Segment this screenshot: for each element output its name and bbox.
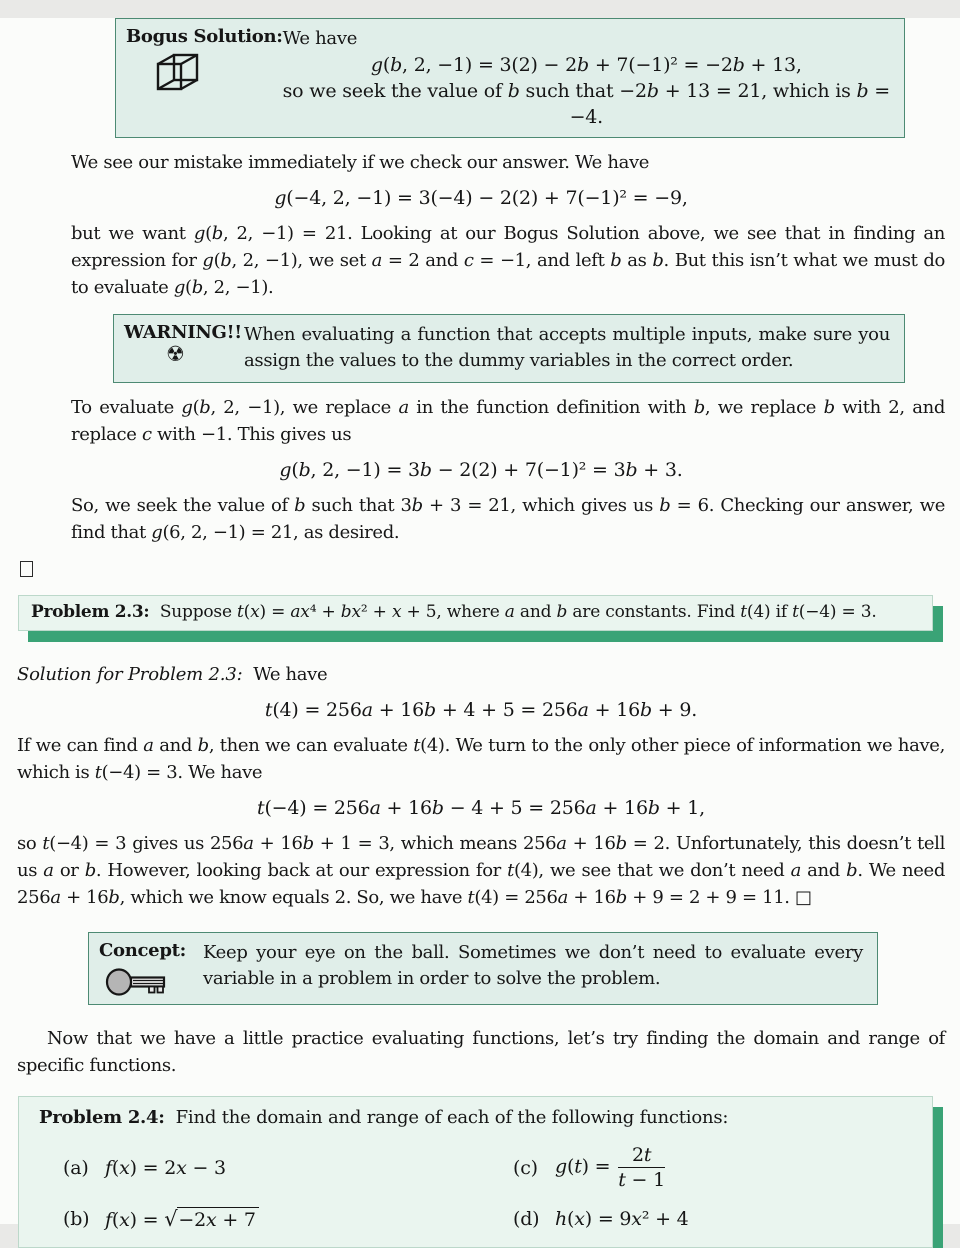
problem-2-4-item-d [489, 1207, 916, 1231]
key-icon [105, 964, 169, 1000]
problem-2-4-item-b [39, 1207, 489, 1231]
radiation-icon: ☢ [166, 342, 185, 366]
equation-t4: t(4) = 256a + 16b + 4 + 5 = 256a + 16b + 9. [264, 699, 698, 721]
solution-2-3-lead-rest: We have [253, 664, 328, 685]
problem-2-4-statement: Find the domain and range of each of the following functions: [175, 1107, 729, 1128]
bogus-solution-label: Bogus Solution: [126, 26, 283, 47]
warning-box [113, 314, 905, 383]
problem-2-4-title [39, 1107, 916, 1128]
bogus-equation: g(b, 2, −1) = 3(2) − 2b + 7(−1)² = −2b + 13, [370, 54, 802, 76]
item-d-label: (d) [513, 1208, 540, 1230]
warning-label: WARNING!! [124, 322, 242, 343]
impossible-cube-icon [154, 51, 202, 93]
problem-2-4-items [39, 1144, 916, 1231]
check-equation: g(−4, 2, −1) = 3(−4) − 2(2) + 7(−1)² = −9, [274, 187, 688, 209]
concept-box [88, 932, 878, 1005]
solution-2-3-lead [17, 661, 945, 688]
item-d-formula: h(x) = 9x² + 4 [555, 1208, 689, 1230]
evaluate-intro-paragraph: To evaluate g(b, 2, −1), we replace a in the function definition with b, we replace b with 2, and replace c with −1. This gives us [71, 397, 946, 445]
find-ab-paragraph: If we can find a and b, then we can evaluate t(4). We turn to the only other piece of information we have, which is t(−4) = 3. We have [17, 735, 945, 783]
concept-label: Concept: [99, 940, 186, 961]
problem-2-4-box [18, 1096, 933, 1248]
item-a-label: (a) [63, 1156, 89, 1179]
item-b-label: (b) [63, 1208, 90, 1230]
bogus-intro-text: We have [282, 28, 358, 49]
bogus-solution-box [115, 18, 905, 138]
item-a-formula: f(x) = 2x − 3 [105, 1156, 226, 1179]
bogus-conclusion: so we seek the value of b such that −2b + 13 = 21, which is b = −4. [282, 80, 891, 128]
problem-2-3-statement: Suppose t(x) = ax⁴ + bx² + x + 5, where a and b are constants. Find t(4) if t(−4) = 3. [159, 602, 877, 622]
concept-text: Keep your eye on the ball. Sometimes we don’t need to evaluate every variable in a problem in order to solve the problem. [203, 942, 863, 989]
warning-side [114, 315, 244, 382]
problem-2-4-item-a [39, 1144, 489, 1191]
item-c-formula: g(t) = $\frac{2t}{t - 1}$ [555, 1144, 665, 1191]
analysis-paragraph: but we want g(b, 2, −1) = 21. Looking at our Bogus Solution above, we see that in finding an expression for g(b, 2, −1), we set a = 2 and c = −1, and left b as b. But this isn’t what we must do to evaluate g(b, 2, −1). [71, 223, 946, 298]
transition-paragraph: Now that we have a little practice evaluating functions, let’s try finding the domain and range of specific functions. [17, 1028, 945, 1076]
problem-2-4-item-c [489, 1144, 916, 1191]
problem-2-4-label: Problem 2.4: [39, 1107, 165, 1128]
solution-2-3-conclusion: so t(−4) = 3 gives us 256a + 16b + 1 = 3, which means 256a + 16b = 2. Unfortunately, this doesn’t tell us a or b. However, looking back at our expression for t(4), we see that we don’t need a and b. We need 256a + 16b, which we know equals 2. So, we have t(4) = 256a + 16b + 9 = 2 + 9 = 11. □ [17, 833, 945, 908]
end-of-solution-mark [20, 561, 960, 580]
problem-2-3-box [18, 595, 933, 631]
textbook-page [0, 18, 960, 1231]
solution-2-3-lead-italic: Solution for Problem 2.3: [17, 664, 243, 685]
warning-text: When evaluating a function that accepts multiple inputs, make sure you assign the values to the dummy variables in the correct order. [244, 324, 890, 371]
evaluate-equation: g(b, 2, −1) = 3b − 2(2) + 7(−1)² = 3b + 3. [279, 459, 683, 481]
check-intro-paragraph: We see our mistake immediately if we check our answer. We have [71, 152, 650, 173]
problem-2-3-label: Problem 2.3: [31, 602, 150, 622]
equation-t-neg4: t(−4) = 256a + 16b − 4 + 5 = 256a + 16b + 1, [257, 797, 705, 819]
concept-side [89, 933, 203, 1004]
bogus-solution-content [283, 19, 904, 137]
item-b-formula: f(x) = √−2x + 7 [105, 1207, 259, 1231]
bogus-solution-side [116, 19, 283, 137]
qed-square-icon [20, 561, 33, 577]
conclusion-paragraph: So, we seek the value of b such that 3b + 3 = 21, which gives us b = 6. Checking our answer, we find that g(6, 2, −1) = 21, as desired. [71, 495, 946, 543]
item-c-label: (c) [513, 1156, 538, 1179]
